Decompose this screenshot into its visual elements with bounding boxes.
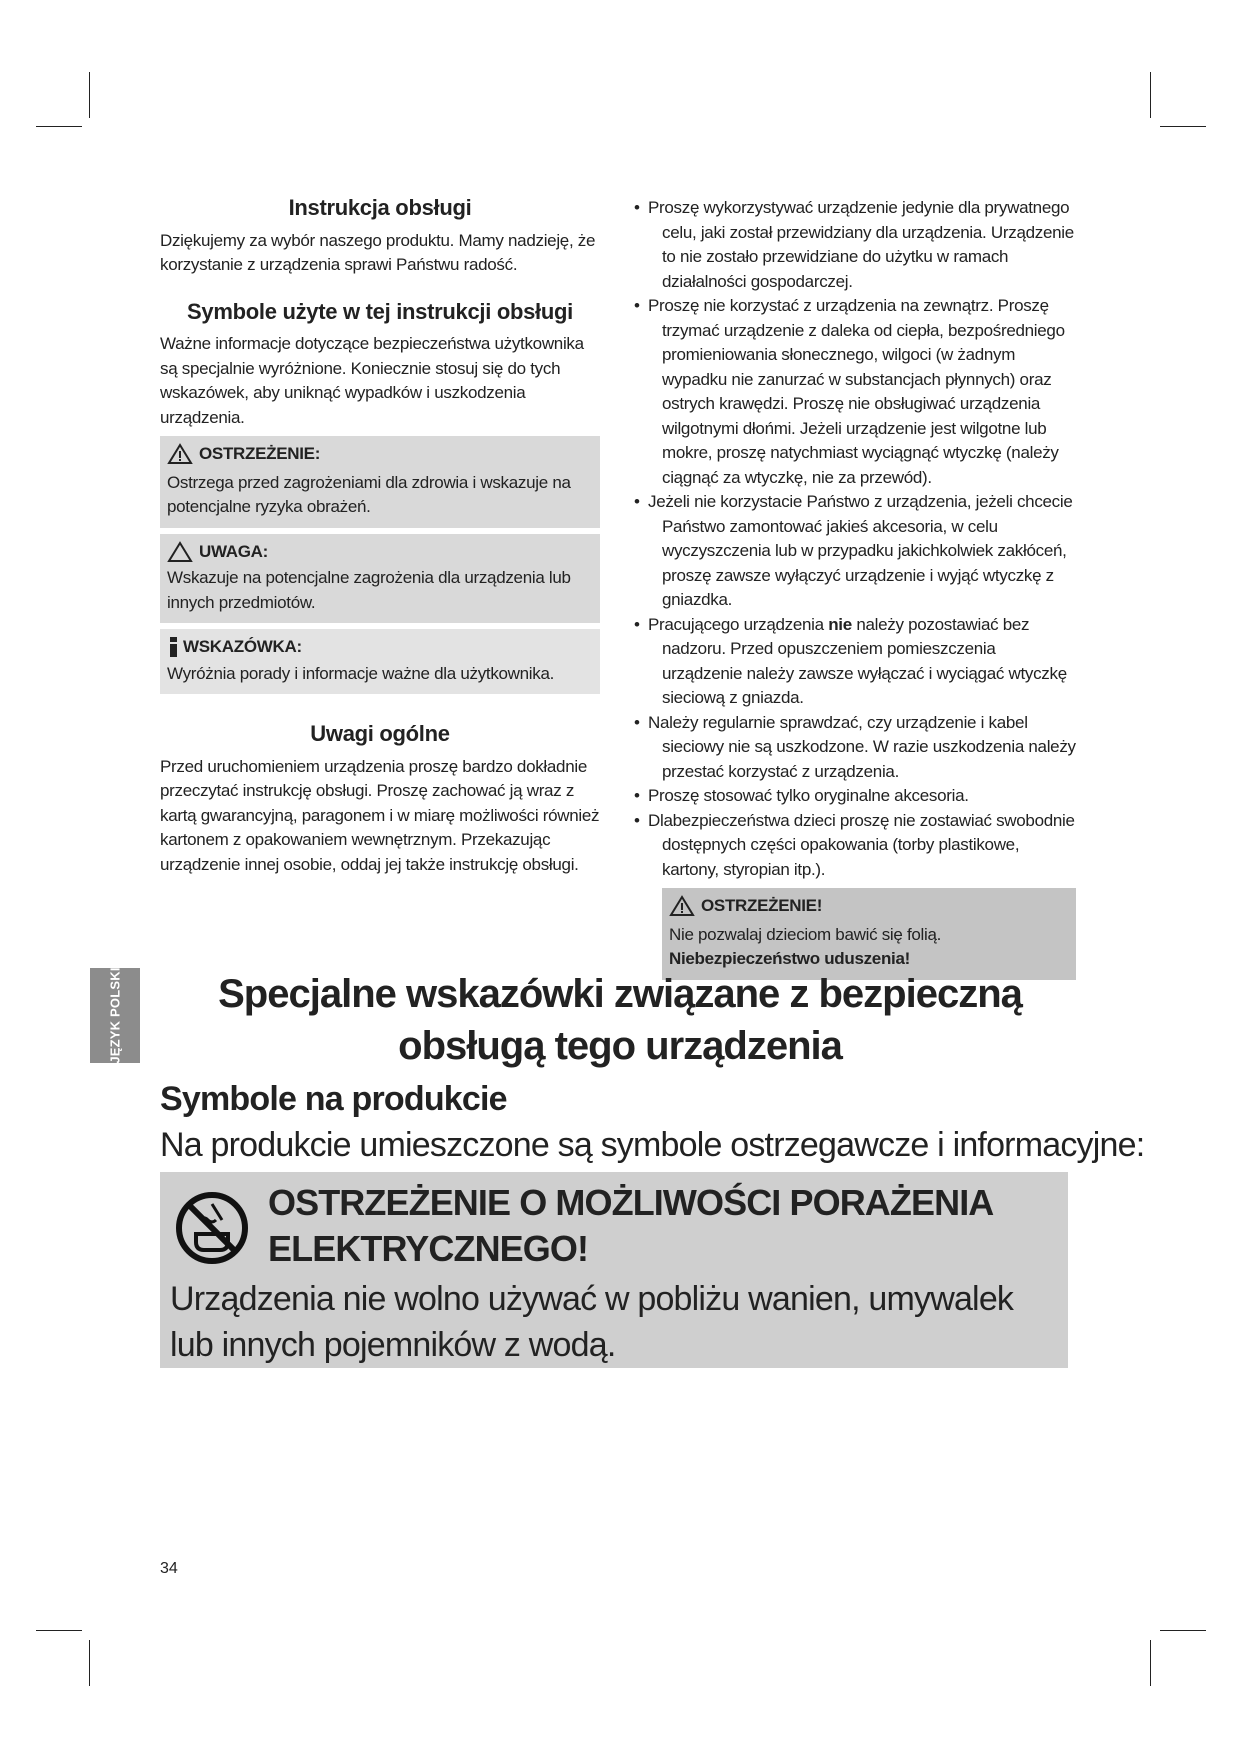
crop-mark [36,1630,82,1631]
hint-box [160,629,600,694]
child-warning-box [662,888,1076,980]
crop-mark [89,1640,90,1686]
warning-triangle-icon [167,443,193,465]
child-warning-bold: Niebezpieczeństwo uduszenia! [669,949,910,968]
intro-text: Dziękujemy za wybór naszego produktu. Mamy nadzieję, że korzystanie z urządzenia sprawi Państwu radość. [160,230,596,274]
list-item: • Dlabezpieczeństwa dzieci proszę nie zostawiać swobodnie dostępnych części opakowania (torby plastikowe, kartony, styropian itp.). [634,809,1076,883]
symbols-title: Symbole użyte w tej instrukcji obsługi [187,298,573,324]
child-warning-text: Nie pozwalaj dzieciom bawić się folią. [669,924,942,944]
crop-mark [1150,1640,1151,1686]
list-item: • Jeżeli nie korzystacie Państwo z urządzenia, jeżeli chcecie Państwo zamontować jakieś akcesoria, w celu wyczyszczenia lub w przypadku jakichkolwiek zakłóceń, proszę zawsze wyłączyć urządzenie i wyjąć wtyczkę z gniazdka. [634,490,1076,613]
warning-box [160,436,600,528]
product-symbols-title: Symbole na produkcie [160,1080,507,1118]
hint-title: WSKAZÓWKA: [183,637,302,656]
no-bath-icon [174,1190,250,1266]
symbols-text: Ważne informacje dotyczące bezpieczeństwa użytkownika są specjalnie wyróżnione. Koniecznie stosuj się do tych wskazówek, aby uniknąć wypadków i uszkodzenia urządzenia. [160,334,584,427]
product-symbols-intro: Na produkcie umieszczone są symbole ostrzegawcze i informacyjne: [160,1126,1145,1164]
hint-text: Wyróżnia porady i informacje ważne dla użytkownika. [167,663,555,683]
list-item: • Pracującego urządzenia nie należy pozostawiać bez nadzoru. Przed opuszczeniem pomieszczenia urządzenie należy zawsze wyłączać i wyciągać wtyczkę sieciową z gniazda. [634,613,1076,711]
right-column [634,196,1076,980]
crop-mark [1160,1630,1206,1631]
crop-mark [89,72,90,118]
language-tab: JĘZYK POLSKI [90,968,140,1063]
list-item: • Należy regularnie sprawdzać, czy urządzenie i kabel sieciowy nie są uszkodzone. W razie uszkodzenia należy przestać korzystać z urządzenia. [634,711,1076,785]
warning-title: OSTRZEŻENIE: [199,444,321,463]
caution-text: Wskazuje na potencjalne zagrożenia dla urządzenia lub innych przedmiotów. [167,568,571,612]
list-item: • Proszę wykorzystywać urządzenie jedynie dla prywatnego celu, jaki został przewidziany dla urządzenia. Urządzenie to nie zostało przewidziane do użytku w ramach działalności gospodarczej. [634,196,1076,294]
electric-shock-warning-box [160,1172,1068,1368]
special-title: Specjalne wskazówki związane z bezpieczną obsługą tego urządzenia [218,972,1022,1068]
list-item: • Proszę nie korzystać z urządzenia na zewnątrz. Proszę trzymać urządzenie z daleka od ciepła, bezpośredniego promieniowania słonecznego, wilgoci (w żadnym wypadku nie zanurzać w substancjach płynnych) oraz ostrych krawędzi. Proszę nie obsługiwać urządzenia wilgotnymi dłońmi. Jeżeli urządzenie jest wilgotne lub mokre, proszę natychmiast wyciągnąć wtyczkę (należy ciągnąć za wtyczkę, nie za przewód). [634,294,1076,490]
crop-mark [1160,126,1206,127]
warning-text: Ostrzega przed zagrożeniami dla zdrowia i wskazuje na potencjalne ryzyka obrażeń. [167,472,571,516]
warning-triangle-icon [669,895,695,917]
crop-mark [1150,72,1151,118]
manual-title: Instrukcja obsługi [288,195,472,220]
general-title: Uwagi ogólne [310,721,450,746]
electric-shock-text: Urządzenia nie wolno używać w pobliżu wanien, umywalek lub innych pojemników z wodą. [170,1280,1014,1364]
list-item: • Proszę stosować tylko oryginalne akcesoria. [634,784,1076,809]
caution-box [160,534,600,624]
caution-triangle-icon [167,541,193,563]
child-warning-title: OSTRZEŻENIE! [701,896,823,915]
crop-mark [36,126,82,127]
info-icon [167,636,180,658]
caution-title: UWAGA: [199,541,269,561]
general-text: Przed uruchomieniem urządzenia proszę bardzo dokładnie przeczytać instrukcję obsługi. Proszę zachować ją wraz z kartą gwarancyjną, paragonem i w miarę możliwości również kartonem z opakowaniem wewnętrznym. Przekazując urządzenie innej osobie, oddaj jej także instrukcję obsługi. [160,756,600,874]
left-column [160,196,600,877]
page-number: 34 [160,1560,178,1577]
safety-list [634,196,1076,882]
electric-shock-title: OSTRZEŻENIE O MOŻLIWOŚCI PORAŻENIA ELEKTRYCZNEGO! [268,1182,993,1269]
